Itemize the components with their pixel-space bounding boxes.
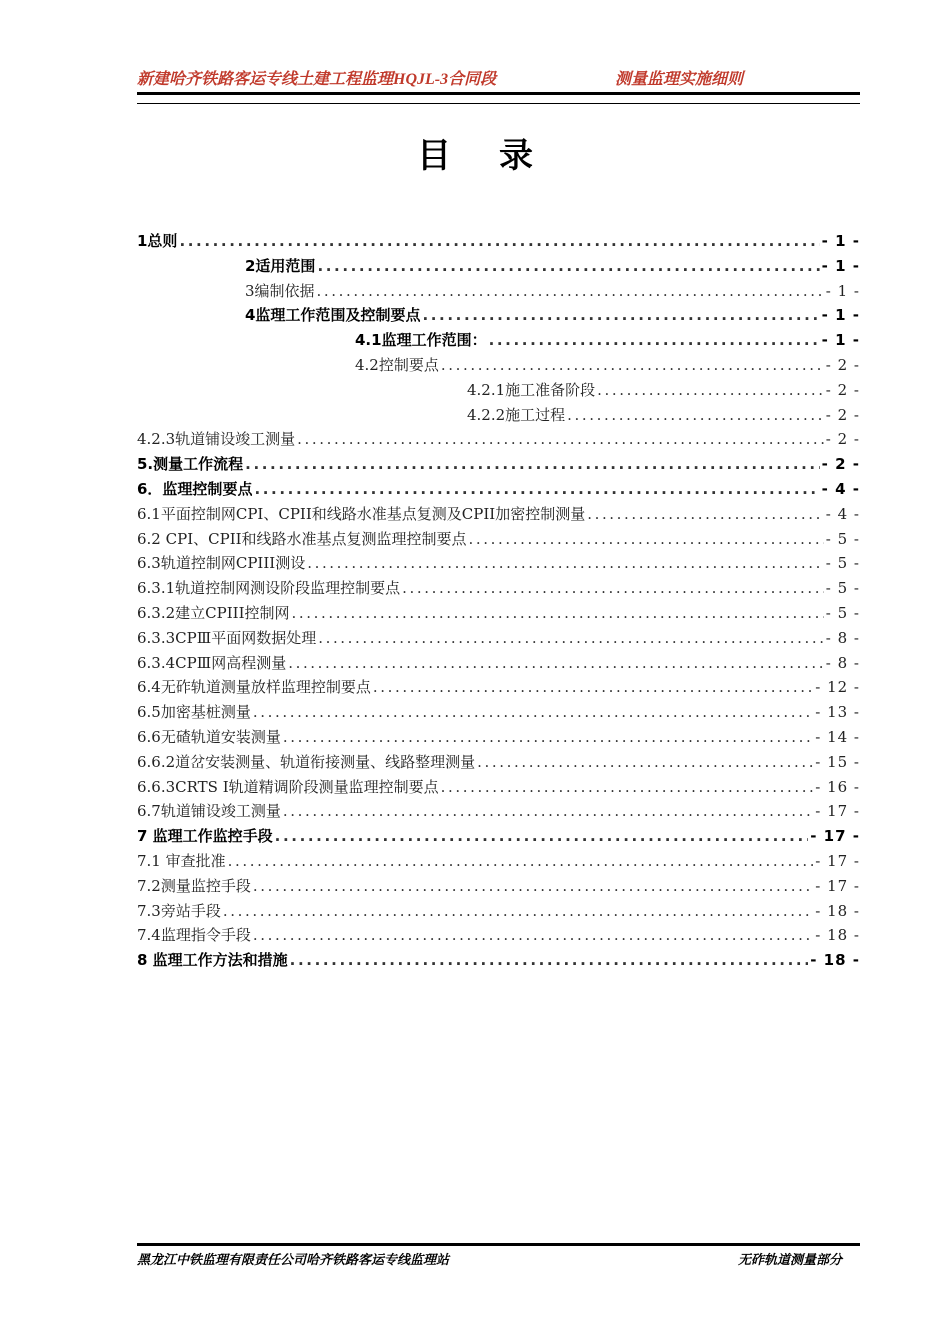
toc-page-number: - 18 - (810, 951, 860, 970)
toc-dot-leader (317, 279, 824, 304)
toc-entry[interactable] (137, 799, 860, 824)
toc-page-number: - 18 - (815, 901, 860, 920)
toc-page-number: - 17 - (815, 851, 860, 870)
toc-entry[interactable] (137, 254, 860, 279)
toc-entry[interactable] (137, 452, 860, 477)
page-title: 目录 (417, 136, 581, 176)
toc-dot-leader (469, 527, 824, 552)
toc-dot-leader (253, 923, 813, 948)
toc-dot-leader (292, 601, 824, 626)
footer-rule (137, 1243, 860, 1246)
toc-entry[interactable] (137, 527, 860, 552)
header-rule-thin (137, 103, 860, 104)
toc-page-number: - 4 - (821, 479, 860, 498)
toc-dot-leader (317, 254, 819, 279)
toc-entry-title: 4.2.2施工过程 (467, 405, 566, 424)
toc-entry-title: 6.3.3CPⅢ平面网数据处理 (137, 628, 317, 647)
toc-entry[interactable] (137, 651, 860, 676)
toc-entry[interactable] (137, 874, 860, 899)
toc-entry[interactable] (137, 328, 860, 353)
header-project-title: 新建哈齐铁路客运专线土建工程监理HQJL-3合同段 (137, 71, 497, 88)
toc-entry-title: 7.1 审查批准 (137, 851, 226, 870)
toc-dot-leader (179, 229, 819, 254)
header-rule-thick (137, 92, 860, 95)
toc-entry-title: 6.6.2道岔安装测量、轨道衔接测量、线路整理测量 (137, 752, 476, 771)
page-footer (137, 1249, 860, 1269)
toc-dot-leader (441, 353, 824, 378)
toc-entry-title: 7.3旁站手段 (137, 901, 221, 920)
toc-entry[interactable] (137, 750, 860, 775)
toc-entry-title: 1总则 (137, 232, 178, 250)
toc-page-number: - 1 - (821, 232, 860, 250)
toc-entry-title: 6.6.3CRTS Ⅰ轨道精调阶段测量监理控制要点 (137, 777, 439, 796)
toc-page-number: - 1 - (821, 256, 860, 275)
toc-entry-title: 6.1平面控制网CPI、CPII和线路水准基点复测及CPII加密控制测量 (137, 504, 586, 523)
toc-page-number: - 2 - (821, 455, 860, 474)
footer-section: 无砟轨道测量部分 (737, 1253, 842, 1268)
toc-page-number: - 13 - (815, 703, 860, 722)
toc-dot-leader (402, 576, 824, 601)
toc-entry-title: 8 监理工作方法和措施 (137, 951, 288, 970)
toc-page-number: - 5 - (825, 554, 860, 573)
toc-page-number: - 14 - (815, 727, 860, 746)
toc-entry-title: 6.3.2建立CPIII控制网 (137, 603, 290, 622)
toc-page-number: - 1 - (825, 281, 860, 300)
toc-page-number: - 4 - (825, 504, 860, 523)
toc-entry-title: 4监理工作范围及控制要点 (245, 306, 421, 325)
toc-dot-leader (441, 775, 814, 800)
toc-dot-leader (297, 427, 824, 452)
toc-entry-title: 6.7轨道铺设竣工测量 (137, 802, 281, 821)
toc-page-number: - 18 - (815, 926, 860, 945)
toc-page-number: - 17 - (815, 876, 860, 895)
toc-dot-leader (567, 403, 824, 428)
toc-page-number: - 17 - (810, 827, 860, 846)
toc-entry[interactable] (137, 551, 860, 576)
toc-entry[interactable] (137, 601, 860, 626)
toc-entry-title: 4.2控制要点 (355, 355, 439, 374)
toc-dot-leader (373, 675, 813, 700)
toc-page-number: - 1 - (821, 306, 860, 325)
toc-page-number: - 5 - (825, 529, 860, 548)
toc-dot-leader (283, 725, 813, 750)
toc-dot-leader (245, 452, 820, 477)
toc-entry[interactable] (137, 477, 860, 502)
toc-entry-title: 6．监理控制要点 (137, 479, 253, 498)
toc-entry[interactable] (137, 378, 860, 403)
toc-dot-leader (253, 874, 813, 899)
toc-entry-title: 4.2.3轨道铺设竣工测量 (137, 430, 296, 449)
toc-dot-leader (223, 899, 813, 924)
toc-dot-leader (597, 378, 824, 403)
toc-dot-leader (290, 948, 809, 973)
toc-entry-title: 7 监理工作监控手段 (137, 827, 273, 846)
toc-dot-leader (283, 799, 813, 824)
toc-entry[interactable] (137, 775, 860, 800)
toc-page-number: - 12 - (815, 678, 860, 697)
toc-entry-title: 6.4无砟轨道测量放样监理控制要点 (137, 678, 371, 697)
toc-page-number: - 2 - (825, 430, 860, 449)
toc-entry-title: 6.6无碴轨道安装测量 (137, 727, 281, 746)
toc-page-number: - 2 - (825, 355, 860, 374)
page-header (137, 64, 860, 92)
toc-dot-leader (275, 824, 809, 849)
toc-dot-leader (228, 849, 814, 874)
toc-entry[interactable] (137, 675, 860, 700)
toc-entry[interactable] (137, 427, 860, 452)
toc-entry[interactable] (137, 824, 860, 849)
toc-entry-title: 4.1监理工作范围： (355, 331, 487, 350)
toc-entry[interactable] (137, 303, 860, 328)
toc-page-number: - 5 - (825, 579, 860, 598)
toc-entry-title: 6.3.1轨道控制网测设阶段监理控制要点 (137, 579, 401, 598)
toc-entry-title: 6.3.4CPⅢ网高程测量 (137, 653, 287, 672)
toc-entry[interactable] (137, 353, 860, 378)
toc-dot-leader (422, 303, 819, 328)
toc-page-number: - 8 - (825, 628, 860, 647)
toc-entry[interactable] (137, 279, 860, 304)
toc-page-number: - 2 - (825, 380, 860, 399)
toc-page-number: - 17 - (815, 802, 860, 821)
toc-entry-title: 2适用范围 (245, 256, 316, 275)
toc-entry[interactable] (137, 403, 860, 428)
toc-page-number: - 2 - (825, 405, 860, 424)
toc-dot-leader (587, 502, 824, 527)
toc-dot-leader (477, 750, 813, 775)
toc-entry-title: 6.3轨道控制网CPIII测设 (137, 554, 306, 573)
toc-entry-title: 5.测量工作流程 (137, 455, 244, 474)
toc-dot-leader (288, 651, 824, 676)
toc-dot-leader (489, 328, 820, 353)
toc-page-number: - 16 - (815, 777, 860, 796)
toc-dot-leader (254, 477, 819, 502)
toc-entry[interactable] (137, 576, 860, 601)
toc-entry-title: 7.2测量监控手段 (137, 876, 251, 895)
toc-entry-title: 7.4监理指令手段 (137, 926, 251, 945)
toc-entry[interactable] (137, 700, 860, 725)
toc-dot-leader (253, 700, 813, 725)
toc-entry[interactable] (137, 849, 860, 874)
toc-entry[interactable] (137, 923, 860, 948)
toc-dot-leader (318, 626, 824, 651)
toc-dot-leader (307, 551, 824, 576)
toc-entry-title: 4.2.1施工准备阶段 (467, 380, 596, 399)
toc-entry[interactable] (137, 502, 860, 527)
toc-entry-title: 6.2 CPI、CPII和线路水准基点复测监理控制要点 (137, 529, 467, 548)
header-document-title: 测量监理实施细则 (615, 71, 744, 88)
toc-page-number: - 8 - (825, 653, 860, 672)
toc-page-number: - 5 - (825, 603, 860, 622)
toc-page-number: - 1 - (821, 331, 860, 350)
toc-entry[interactable] (137, 229, 860, 254)
toc-entry[interactable] (137, 626, 860, 651)
toc-entry[interactable] (137, 899, 860, 924)
toc-page-number: - 15 - (815, 752, 860, 771)
toc-entry[interactable] (137, 725, 860, 750)
footer-company: 黑龙江中铁监理有限责任公司哈齐铁路客运专线监理站 (137, 1253, 450, 1268)
toc-entry-title: 6.5加密基桩测量 (137, 703, 251, 722)
table-of-contents (137, 229, 860, 973)
toc-entry[interactable] (137, 948, 860, 973)
toc-entry-title: 3编制依据 (245, 281, 315, 300)
